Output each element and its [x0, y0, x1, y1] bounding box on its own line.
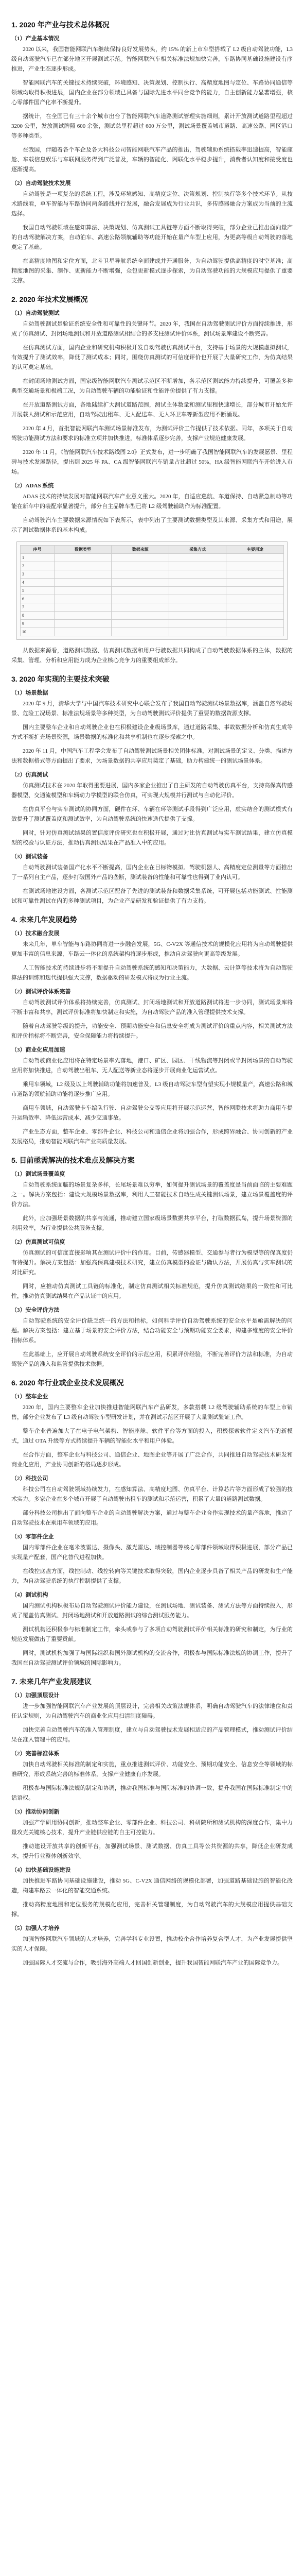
- subsection-heading: （1）测试场景覆盖度: [11, 1171, 65, 1177]
- section-heading: 2. 2020 年技术发展概况: [11, 295, 88, 303]
- table-cell: [112, 595, 169, 603]
- paragraph: 同时，测试机构加强了与国际组织和国外测试机构的交流合作，积极参与国际标准法规的协调工作，提升了我国在自动驾驶测试评价领域的国际影响力。: [11, 1650, 293, 1666]
- paragraph: 国内零部件企业在毫米波雷达、摄像头、激光雷达、域控制器等核心零部件领域取得积极进展，部分产品已实现量产配套，国产化替代进程加快。: [11, 1545, 293, 1561]
- paragraph: 科技公司在自动驾驶领域持续发力，在感知算法、高精度地图、仿真平台、计算芯片等方面形成了较强的技术实力。多家企业在多个城市开展了自动驾驶出租车的测试和示范运营，积累了大量的道路测试数据。: [11, 1486, 293, 1502]
- paragraph: 自动驾驶测试装备国产化水平不断提高，国内企业在目标物模拟、驾驶机器人、高精度定位测量等方面推出了一系列自主产品，逐步打破国外产品的垄断，测试装备的性能和可靠性也得到了业内认可。: [11, 865, 293, 880]
- paragraph: 此外，应加强场景数据的共享与流通，推动建立国家级场景数据共享平台，打破数据孤岛，提升场景资源的利用效率，为行业提供公共服务支撑。: [11, 1215, 293, 1231]
- data-table: [20, 545, 284, 636]
- subsection-heading: （4）测试机构: [11, 1592, 48, 1598]
- subsection-heading: （2）ADAS 系统: [11, 483, 54, 489]
- table-cell: [226, 628, 284, 636]
- subsection-heading: （3）安全评价方法: [11, 1307, 60, 1313]
- table-row: [21, 554, 284, 562]
- paragraph: 人工智能技术的持续进步将不断提升自动驾驶系统的感知和决策能力，大数据、云计算等技术将为自动驾驶算法的训练和迭代提供强大支撑，数据驱动的研发模式将成为行业主流。: [11, 965, 293, 981]
- table-cell: [54, 595, 112, 603]
- paragraph: 2020 年 11 月，《智能网联汽车技术路线图 2.0》正式发布，进一步明确了我国智能网联汽车的发展愿景、里程碑与技术发展路径，提出到 2025 年 PA、CA 级智能网联汽车销量占比超过 50%，HA 级智能网联汽车开始进入市场。: [11, 449, 293, 475]
- paragraph: 在开放道路测试方面，各地陆续扩大测试道路范围，测试主体数量和测试里程快速增长，部分城市开始允许开展载人测试和示范应用，自动驾驶出租车、无人配送车、无人环卫车等新型应用不断涌现。: [11, 402, 293, 418]
- paragraph: 2020 年 9 月，清华大学与中国汽车技术研究中心联合发布了我国自动驾驶测试场景数据库，涵盖自然驾驶场景、危险工况场景、标准法规场景等多种类型，为自动驾驶测试评价提供了重要的数据资源支撑。: [11, 701, 293, 717]
- table-cell: [226, 603, 284, 612]
- paragraph: 自动驾驶测试评价体系将持续完善，仿真测试、封闭场地测试和开放道路测试将进一步协同，测试场景库将不断丰富和共享，测试评价标准将加快制定和实施，为自动驾驶产品的准入管理提供技术支撑。: [11, 999, 293, 1015]
- subsection-heading: （1）产业基本情况: [11, 36, 60, 42]
- table-cell: [112, 570, 169, 579]
- table-cell: [54, 603, 112, 612]
- paragraph: 在测试场地建设方面，各测试示范区配备了先进的测试装备和数据采集系统，可开展包括功能测试、性能测试和可靠性测试在内的多种测试项目，为企业产品研发和验证提供了有力支持。: [11, 888, 293, 904]
- subsection-heading: （2）自动驾驶技术发展: [11, 180, 71, 187]
- table-row: [21, 628, 284, 636]
- table-row: [21, 587, 284, 595]
- table-cell: [112, 628, 169, 636]
- table-cell: [112, 587, 169, 595]
- paragraph: 据统计，在全国已有三十余个城市出台了智能网联汽车道路测试管理实施细则，累计开放测试道路里程超过 3200 公里，发放测试牌照 600 余张，测试总里程超过 600 万公里，测试场景覆盖城市道路、高速公路、园区港口等多种类型。: [11, 113, 293, 139]
- table-cell: 9: [21, 620, 55, 628]
- table-cell: [169, 554, 226, 562]
- paragraph: 智能网联汽车的关键技术持续突破，环境感知、决策规划、控制执行、高精度地图与定位、车路协同通信等领域均取得积极进展，国内企业在部分领域已具备与国际先进水平同台竞争的能力，自主创新能力显著增强，核心零部件国产化率不断提升。: [11, 80, 293, 106]
- table-cell: 10: [21, 628, 55, 636]
- paragraph: 在此基础上，应开展自动驾驶系统安全评价的示范应用，积累评价经验，不断完善评价方法和标准，为自动驾驶产品的准入和监管提供技术依据。: [11, 1351, 293, 1367]
- subsection-heading: （1）技术融合发展: [11, 930, 60, 937]
- section-heading: 7. 未来几年产业发展建议: [11, 1677, 92, 1686]
- table-cell: 2: [21, 562, 55, 570]
- table-cell: [226, 620, 284, 628]
- paragraph: 在封闭场地测试方面，国家级智能网联汽车测试示范区不断增加，各示范区测试能力持续提升，可覆盖多种典型交通场景和极端工况，为自动驾驶车辆的功能验证和性能评价提供了有力支撑。: [11, 378, 293, 394]
- paragraph: 同时，应推动仿真测试工具链的标准化，制定仿真测试相关标准规范，提升仿真测试结果的一致性和可比性，推动仿真测试结果在产品认证中的应用。: [11, 1283, 293, 1299]
- table-cell: [112, 603, 169, 612]
- table-header-cell: 主要用途: [226, 546, 284, 554]
- table-cell: [112, 562, 169, 570]
- table-cell: [226, 570, 284, 579]
- table-cell: [54, 612, 112, 620]
- paragraph: 积极参与国际标准法规的制定和协调，推动我国标准与国际标准的协调一致，提升我国在国际标准制定中的话语权。: [11, 1785, 293, 1801]
- table-cell: 4: [21, 579, 55, 587]
- table-cell: [169, 603, 226, 612]
- table-cell: [169, 570, 226, 579]
- paragraph: 未来几年，单车智能与车路协同将进一步融合发展，5G、C-V2X 等通信技术的规模化应用将为自动驾驶提供更加丰富的信息来源，车路云一体化的系统架构将逐步形成，推动自动驾驶向更高等级发展。: [11, 941, 293, 957]
- paragraph: 加快完善自动驾驶汽车的准入管理制度，建立与自动驾驶技术发展相适应的产品管理模式，推动测试评价结果在准入管理中的应用。: [11, 1727, 293, 1743]
- data-table-figure: [16, 541, 288, 640]
- table-row: [21, 562, 284, 570]
- table-cell: [226, 579, 284, 587]
- section-heading: 6. 2020 年行业或企业技术发展概况: [11, 1379, 124, 1387]
- paragraph: 仿真测试技术在 2020 年取得重要进展，国内多家企业推出了自主研发的自动驾驶仿真平台，支持高保真传感器模型、交通流模型和车辆动力学模型的联合仿真，可实现大规模并行测试与自动化评价。: [11, 783, 293, 799]
- subsection-heading: （3）商业化应用加速: [11, 1047, 65, 1053]
- section-heading: 4. 未来几年发展趋势: [11, 916, 77, 924]
- table-header-cell: 序号: [21, 546, 55, 554]
- table-header-row: [21, 546, 284, 554]
- table-cell: [169, 620, 226, 628]
- paragraph: 在合作方面，整车企业与科技公司、通信企业、地图企业等开展了广泛合作，共同推进自动驾驶技术研发和商业化应用，产业协同创新的格局逐步形成。: [11, 1452, 293, 1468]
- subsection-heading: （3）测试装备: [11, 854, 48, 860]
- paragraph: 2020 年，国内主要整车企业加快推进智能网联汽车产品研发，多款搭载 L2 级驾驶辅助系统的车型上市销售，部分企业发布了 L3 级自动驾驶车型研发计划，并在测试示范区开展了大量测试验证工作。: [11, 1404, 293, 1420]
- paragraph: 国内测试机构积极布局自动驾驶测试评价能力建设，在测试场地、测试装备、测试方法等方面持续投入，形成了覆盖仿真测试、封闭场地测试和开放道路测试的综合测试服务能力。: [11, 1603, 293, 1619]
- table-cell: [226, 554, 284, 562]
- table-cell: [54, 628, 112, 636]
- table-cell: [169, 562, 226, 570]
- table-cell: [226, 587, 284, 595]
- table-cell: [54, 620, 112, 628]
- paragraph: 我国自动驾驶领域在感知算法、决策规划、仿真测试工具链等方面不断取得突破，部分企业已推出面向量产的自动驾驶解决方案，自动泊车、高速公路领航辅助等功能开始在量产车型上应用，为更高等级自动驾驶的落地奠定了基础。: [11, 225, 293, 250]
- table-cell: [226, 595, 284, 603]
- subsection-heading: （4）加快基础设施建设: [11, 1867, 71, 1873]
- table-cell: 7: [21, 603, 55, 612]
- table-cell: [112, 579, 169, 587]
- paragraph: ADAS 技术的持续发展对智能网联汽车产业意义重大。2020 年，自适应巡航、车道保持、自动紧急制动等功能在新车中的装配率显著提升，部分自主品牌车型已将 L2 级驾驶辅助作为标准配置。: [11, 494, 293, 510]
- subsection-heading: （2）完善标准体系: [11, 1751, 60, 1757]
- paragraph: 商用车领域，自动驾驶卡车编队行驶、自动驾驶公交等应用将开展示范运营，智能网联技术将助力商用车提升运输效率、降低运营成本、减少交通事故。: [11, 1105, 293, 1121]
- subsection-heading: （5）加强人才培养: [11, 1925, 60, 1931]
- paragraph: 加强产学研用协同创新，推动整车企业、零部件企业、科技公司、科研院所和测试机构的深度合作，集中力量攻克关键核心技术，提升产业链供应链的自主可控能力。: [11, 1820, 293, 1836]
- subsection-heading: （1）整车企业: [11, 1394, 48, 1400]
- paragraph: 产业生态方面，整车企业、零部件企业、科技公司和通信企业将加强合作，形成跨界融合、协同创新的产业发展格局，推动智能网联汽车产业高质量发展。: [11, 1129, 293, 1145]
- table-cell: 6: [21, 595, 55, 603]
- paragraph: 整车企业普遍加大了在电子电气架构、智能座舱、软件平台等方面的投入，积极探索软件定义汽车的新模式，通过 OTA 升级等方式持续提升车辆的智能化水平和用户体验。: [11, 1428, 293, 1444]
- table-cell: 5: [21, 587, 55, 595]
- paragraph: 仿真测试的可信度直接影响其在测试评价中的作用。目前，传感器模型、交通参与者行为模型等的保真度仍有待提升。解决方案包括：加强高保真建模技术研究，建立仿真模型的验证与确认方法，开展仿真与实车测试的对比研究。: [11, 1250, 293, 1276]
- table-cell: [169, 612, 226, 620]
- table-cell: [54, 562, 112, 570]
- paragraph: 在线控底盘方面，线控制动、线控转向等关键技术取得突破，国内企业逐步具备了相关产品的研发和生产能力，为自动驾驶系统的执行控制提供了支撑。: [11, 1568, 293, 1584]
- table-cell: 3: [21, 570, 55, 579]
- paragraph: 自动驾驶商业化应用将在特定场景率先落地，港口、矿区、园区、干线物流等封闭或半封闭场景的自动驾驶应用将加快推进，自动驾驶出租车、无人配送等新业态将逐步开展商业化运营试点。: [11, 1058, 293, 1074]
- paragraph: 推动建设开放共享的创新平台，加强测试场景、测试数据、仿真工具等公共资源的共享，降低企业研发成本，提升行业整体创新效率。: [11, 1843, 293, 1859]
- paragraph: 自动驾驶测试是验证系统安全性和可靠性的关键环节。2020 年，我国在自动驾驶测试评价方面持续推进，形成了仿真测试、封闭场地测试和开放道路测试相结合的多支柱测试评价体系，测试场景库建设不断完善。: [11, 321, 293, 337]
- paragraph: 加强国际人才交流与合作，吸引海外高端人才回国创新创业，提升我国智能网联汽车产业的国际竞争力。: [23, 1960, 283, 1966]
- paragraph: 2020 年 4 月，首批智能网联汽车测试场景标准发布，为测试评价工作提供了技术依据。同年，多项关于自动驾驶功能测试方法和要求的标准立项并加快推进，标准体系逐步完善，支撑产业规范健康发展。: [11, 426, 293, 442]
- paragraph: 在我国，伴随着各个车企及各大科技公司智能网联汽车产品的推出，驾驶辅助系统搭载率迅速提高，智能座舱、车载信息娱乐与车联网服务得到广泛普及，车辆的智能化、网联化水平稳步提升，消费者认知度和接受度也逐渐提高。: [11, 147, 293, 173]
- paragraph: 2020 以来，我国智能网联汽车继续保持良好发展势头，约 15% 的新上市车型搭载了 L2 级自动驾驶功能，L3 级自动驾驶汽车已在部分地区开展测试示范。智能网联汽车相关标准法规加快完善，车路协同基础设施建设有序推进，产业生态逐步形成。: [11, 46, 293, 72]
- table-row: [21, 620, 284, 628]
- subsection-heading: （2）仿真测试: [11, 772, 48, 778]
- paragraph: 在仿真测试方面，国内企业和研究机构积极开发自动驾驶仿真测试平台，支持基于场景的大规模虚拟测试，有效提升了测试效率，降低了测试成本；同时，围绕仿真测试的可信度评价也开展了大量研究工作，为仿真结果的认可奠定基础。: [11, 345, 293, 370]
- table-cell: [54, 554, 112, 562]
- subsection-heading: （1）自动驾驶测试: [11, 310, 60, 316]
- paragraph: 自动驾驶系统面临的场景复杂多样，长尾场景难以穷举，如何提升测试场景的覆盖度是当前面临的主要难题之一。解决方案包括：建设大规模场景数据库，利用人工智能技术自动生成关键测试场景，建立场景覆盖度的评价方法。: [11, 1182, 293, 1208]
- paragraph: 加强智能网联汽车领域的人才培养，完善学科专业设置，推动校企合作培养复合型人才，为产业发展提供坚实的人才保障。: [11, 1936, 293, 1952]
- paragraph: 从数据来源看，道路测试数据、仿真测试数据和用户行驶数据共同构成了自动驾驶数据体系的主体，数据的采集、管理、分析和应用能力成为企业核心竞争力的重要组成部分。: [11, 648, 293, 664]
- table-header-cell: 采集方式: [169, 546, 226, 554]
- subsection-heading: （2）测试评价体系完善: [11, 989, 71, 995]
- table-cell: [169, 628, 226, 636]
- table-cell: [112, 612, 169, 620]
- paragraph: 推动高精度地图和定位服务的规模化应用，完善相关管理制度，为自动驾驶汽车的大规模应用提供基础支撑。: [11, 1902, 293, 1918]
- section-heading: 1. 2020 年产业与技术总体概况: [11, 21, 110, 29]
- table-row: [21, 612, 284, 620]
- paragraph: 在高精度地图和定位方面，北斗卫星导航系统全面建成并开通服务，为自动驾驶提供高精度的时空基准；高精度地图的采集、制作、更新能力不断增强，众包更新模式逐步探索，为自动驾驶功能的大规模应用提供了重要支撑。: [11, 258, 293, 284]
- section-heading: 3. 2020 年实现的主要技术突破: [11, 675, 110, 683]
- table-cell: [169, 595, 226, 603]
- paragraph: 自动驾驶汽车主要数据来源情况如下表所示，表中列出了主要测试数据类型及其来源、采集方式和用途，展示了测试数据体系的基本构成。: [11, 517, 293, 533]
- table-cell: [54, 579, 112, 587]
- subsection-heading: （2）科技公司: [11, 1476, 48, 1482]
- paragraph: 自动驾驶是一项复杂的系统工程，涉及环境感知、高精度定位、决策规划、控制执行等多个技术环节。从技术路线看，单车智能与车路协同两条路线并行发展，融合发展成为行业共识，多传感器融合方案成为当前的主流选择。: [11, 191, 293, 217]
- table-header-cell: 数据来源: [112, 546, 169, 554]
- table-cell: [169, 579, 226, 587]
- table-row: [21, 570, 284, 579]
- table-cell: [54, 570, 112, 579]
- paragraph: 部分科技公司推出了面向整车企业的自动驾驶解决方案，通过与整车企业合作实现技术的量产落地，推动了自动驾驶技术在乘用车领域的应用。: [11, 1510, 293, 1526]
- table-row: [21, 579, 284, 587]
- paragraph: 测试机构还积极参与标准制定工作，牵头或参与了多项自动驾驶测试评价相关标准的研究和制定，为行业的规范发展做出了重要贡献。: [11, 1626, 293, 1642]
- table-row: [21, 603, 284, 612]
- subsection-heading: （2）仿真测试可信度: [11, 1239, 65, 1245]
- table-cell: [112, 620, 169, 628]
- table-row: [21, 595, 284, 603]
- paragraph: 自动驾驶系统的安全评价缺乏统一的方法和指标，如何科学评价自动驾驶系统的安全水平是亟需解决的问题。解决方案包括：建立基于场景的安全评价方法，结合功能安全与预期功能安全要求，构建多维度的安全评价指标体系。: [11, 1318, 293, 1344]
- paragraph: 加快自动驾驶相关标准的制定和实施，重点推进测试评价、功能安全、预期功能安全、信息安全等领域的标准研究，形成系统完善的标准体系，支撑产业健康有序发展。: [11, 1761, 293, 1777]
- table-header-cell: 数据类型: [54, 546, 112, 554]
- table-cell: [226, 612, 284, 620]
- paragraph: 加快推进车路协同基础设施建设，推动 5G、C-V2X 通信网络的规模化部署，加强道路基础设施的智能化改造，构建车路云一体化的智能交通系统。: [11, 1878, 293, 1894]
- paragraph: 随着自动驾驶等级的提升，功能安全、预期功能安全和信息安全将成为测试评价的重点内容，相关测试方法和评价指标将不断完善，安全保障能力将持续提升。: [11, 1023, 293, 1039]
- subsection-heading: （1）场景数据: [11, 690, 48, 696]
- paragraph: 在仿真平台与实车测试的协同方面，硬件在环、车辆在环等测试手段得到广泛应用，虚实结合的测试模式有效提升了测试覆盖度和测试效率，为自动驾驶系统的快速迭代提供了支撑。: [11, 806, 293, 822]
- section-heading: 5. 目前亟需解决的技术难点及解决方案: [11, 1156, 135, 1164]
- table-cell: [169, 587, 226, 595]
- table-cell: [112, 554, 169, 562]
- paragraph: 进一步加强智能网联汽车产业发展的顶层设计，完善相关政策法规体系，明确自动驾驶汽车的法律地位和责任认定规则，为自动驾驶汽车的商业化应用扫清制度障碍。: [11, 1703, 293, 1719]
- table-cell: 1: [21, 554, 55, 562]
- paragraph: 国内主要整车企业和自动驾驶企业也在积极建设企业级场景库，通过道路采集、事故数据分析和仿真生成等方式不断扩充场景资源，场景数据的标准化和共享机制也在逐步探索之中。: [11, 724, 293, 740]
- paragraph: 2020 年 11 月，中国汽车工程学会发布了自动驾驶测试场景相关团体标准，对测试场景的定义、分类、描述方法和数据格式等方面提出了要求，为场景数据的共享应用奠定了基础，助力构建统一的测试场景体系。: [11, 748, 293, 764]
- subsection-heading: （1）加强顶层设计: [11, 1692, 60, 1699]
- subsection-heading: （3）零部件企业: [11, 1534, 54, 1540]
- subsection-heading: （3）推动协同创新: [11, 1809, 60, 1815]
- table-cell: [226, 562, 284, 570]
- paragraph: 同时，针对仿真测试结果的置信度评价研究也在积极开展，通过对比仿真测试与实车测试结果，建立仿真模型的校验与认证方法，推动仿真测试结果在产品准入中的应用。: [11, 830, 293, 846]
- table-cell: 8: [21, 612, 55, 620]
- table-cell: [54, 587, 112, 595]
- paragraph: 乘用车领域，L2 级及以上驾驶辅助功能将加速普及，L3 级自动驾驶车型有望实现小规模量产，高速公路和城市道路的领航辅助功能将逐步推广应用。: [11, 1081, 293, 1097]
